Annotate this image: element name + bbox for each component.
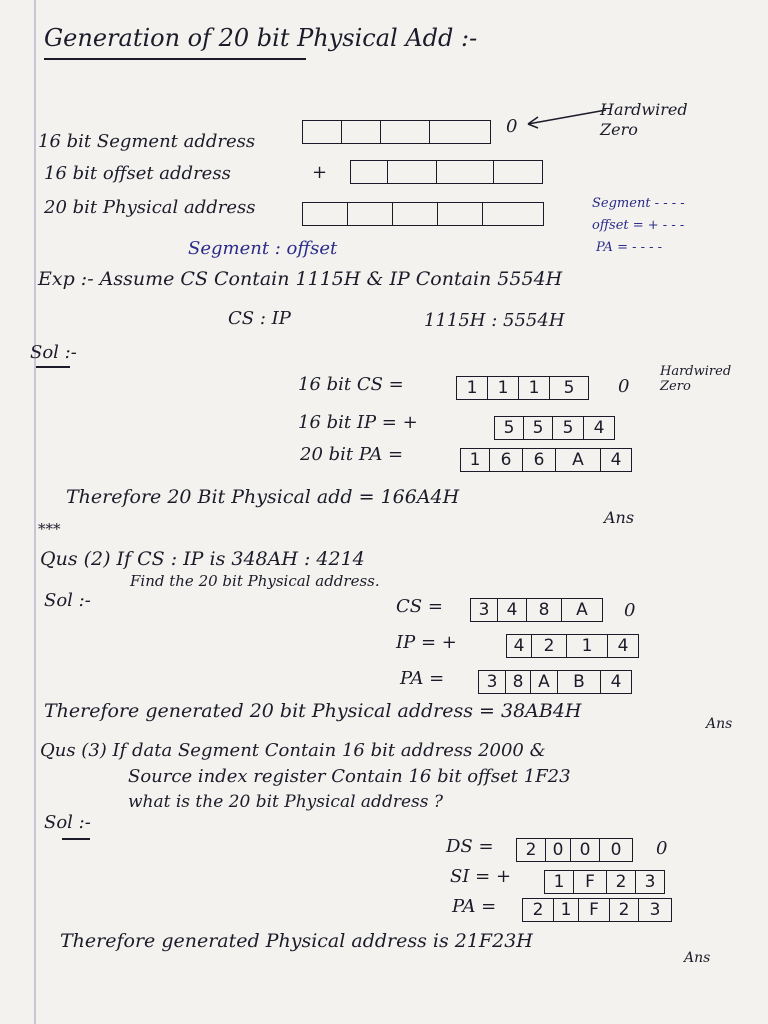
digit-cell: 4	[610, 672, 622, 692]
digit-cell: 0	[571, 839, 600, 861]
digit-cell: 0	[546, 839, 571, 861]
digit-cell: A	[531, 671, 558, 693]
digit-cell: B	[558, 671, 601, 693]
digit-cell: 1	[554, 899, 579, 921]
q2-ip-label: IP = +	[396, 632, 457, 653]
example-result: Therefore 20 Bit Physical add = 166A4H	[66, 486, 460, 508]
legend-segment: Segment - - - -	[592, 196, 685, 211]
digit-cell: 4	[507, 635, 532, 657]
q3-si-boxes	[544, 870, 665, 894]
digit-cell: 5	[553, 417, 584, 439]
title-underline	[44, 58, 306, 60]
q2-pa-label: PA =	[400, 668, 445, 689]
digit-cell: 3	[479, 671, 506, 693]
example-pa-boxes	[460, 448, 632, 472]
digit-cell: 6	[490, 449, 523, 471]
example-cs-boxes	[456, 376, 589, 400]
q2-stars: ***	[38, 520, 61, 538]
digit-cell: 8	[506, 671, 531, 693]
hardwired-zero: 0	[506, 116, 518, 137]
digit-cell: 1	[488, 377, 519, 399]
q3-line-1: Qus (3) If data Segment Contain 16 bit address 2000 &	[40, 740, 546, 761]
digit-cell: 1	[545, 871, 574, 893]
digit-cell: 0	[610, 840, 622, 860]
q3-answer-mark: Ans	[684, 950, 711, 966]
example-solution-label: Sol :-	[30, 342, 77, 363]
digit-cell: 1	[567, 635, 608, 657]
segment-address-label: 16 bit Segment address	[38, 131, 256, 152]
page-title: Generation of 20 bit Physical Add :-	[44, 24, 478, 52]
physical-register-boxes	[302, 202, 544, 226]
digit-cell: 5	[524, 417, 553, 439]
digit-cell: 2	[532, 635, 567, 657]
example-pair-value: 1115H : 5554H	[424, 310, 565, 331]
offset-address-label: 16 bit offset address	[44, 163, 231, 184]
example-cs-zero: 0	[618, 376, 630, 397]
offset-register-boxes	[350, 160, 543, 184]
q3-ds-label: DS =	[446, 836, 494, 857]
digit-cell: 4	[593, 418, 605, 438]
digit-cell: 5	[563, 378, 575, 398]
q3-pa-label: PA =	[452, 896, 497, 917]
digit-cell: 3	[644, 872, 656, 892]
segment-offset-formula: Segment : offset	[188, 238, 338, 259]
digit-cell: A	[576, 600, 588, 620]
legend-offset: offset = + - - -	[592, 218, 685, 233]
digit-cell: 1	[519, 377, 550, 399]
hardwired-zero-label: Hardwired Zero	[600, 100, 688, 139]
hardwired-arrow-icon	[520, 108, 610, 128]
q2-pa-boxes	[478, 670, 632, 694]
digit-cell: 4	[498, 599, 527, 621]
q2-answer-mark: Ans	[706, 716, 733, 732]
offset-plus: +	[312, 162, 328, 183]
legend-pa: PA = - - - -	[596, 240, 663, 255]
digit-cell: F	[574, 871, 607, 893]
digit-cell: 4	[617, 636, 629, 656]
digit-cell: 1	[457, 377, 488, 399]
digit-cell: 2	[517, 839, 546, 861]
digit-cell: 8	[527, 599, 562, 621]
digit-cell: A	[556, 449, 601, 471]
example-answer-mark: Ans	[604, 508, 635, 527]
solution-underline	[36, 366, 70, 368]
digit-cell: 5	[495, 417, 524, 439]
q2-question: Qus (2) If CS : IP is 348AH : 4214	[40, 548, 365, 570]
digit-cell: 6	[523, 449, 556, 471]
q2-cs-zero: 0	[624, 600, 636, 621]
q3-pa-boxes	[522, 898, 672, 922]
example-cs-label: 16 bit CS =	[298, 374, 404, 395]
q3-ds-zero: 0	[656, 838, 668, 859]
q2-cs-label: CS =	[396, 596, 443, 617]
q2-solution-label: Sol :-	[44, 590, 91, 611]
digit-cell: F	[579, 899, 610, 921]
digit-cell: 4	[610, 450, 622, 470]
example-ip-label: 16 bit IP = +	[298, 412, 418, 433]
q2-ip-boxes	[506, 634, 639, 658]
q3-solution-underline	[62, 838, 90, 840]
digit-cell: 3	[471, 599, 498, 621]
q2-result: Therefore generated 20 bit Physical address = 38AB4H	[44, 700, 582, 722]
example-statement: Exp :- Assume CS Contain 1115H & IP Contain 5554H	[38, 268, 563, 290]
q3-solution-label: Sol :-	[44, 812, 91, 833]
q3-ds-boxes	[516, 838, 633, 862]
q2-subline: Find the 20 bit Physical address.	[130, 572, 380, 590]
example-pa-label: 20 bit PA =	[300, 444, 404, 465]
segment-register-boxes	[302, 120, 491, 144]
q3-result: Therefore generated Physical address is 21F23H	[60, 930, 533, 952]
page-margin-line	[34, 0, 36, 1024]
digit-cell: 3	[649, 900, 661, 920]
q2-cs-boxes	[470, 598, 603, 622]
digit-cell: 2	[610, 899, 639, 921]
example-pair-label: CS : IP	[228, 308, 291, 329]
physical-address-label: 20 bit Physical address	[44, 197, 256, 218]
digit-cell: 2	[523, 899, 554, 921]
digit-cell: 1	[461, 449, 490, 471]
example-hardwired-label: Hardwired Zero	[660, 364, 732, 394]
q3-line-2: Source index register Contain 16 bit offset 1F23	[128, 766, 571, 787]
example-ip-boxes	[494, 416, 615, 440]
digit-cell: 2	[607, 871, 636, 893]
q3-si-label: SI = +	[450, 866, 512, 887]
q3-line-3: what is the 20 bit Physical address ?	[128, 792, 443, 812]
